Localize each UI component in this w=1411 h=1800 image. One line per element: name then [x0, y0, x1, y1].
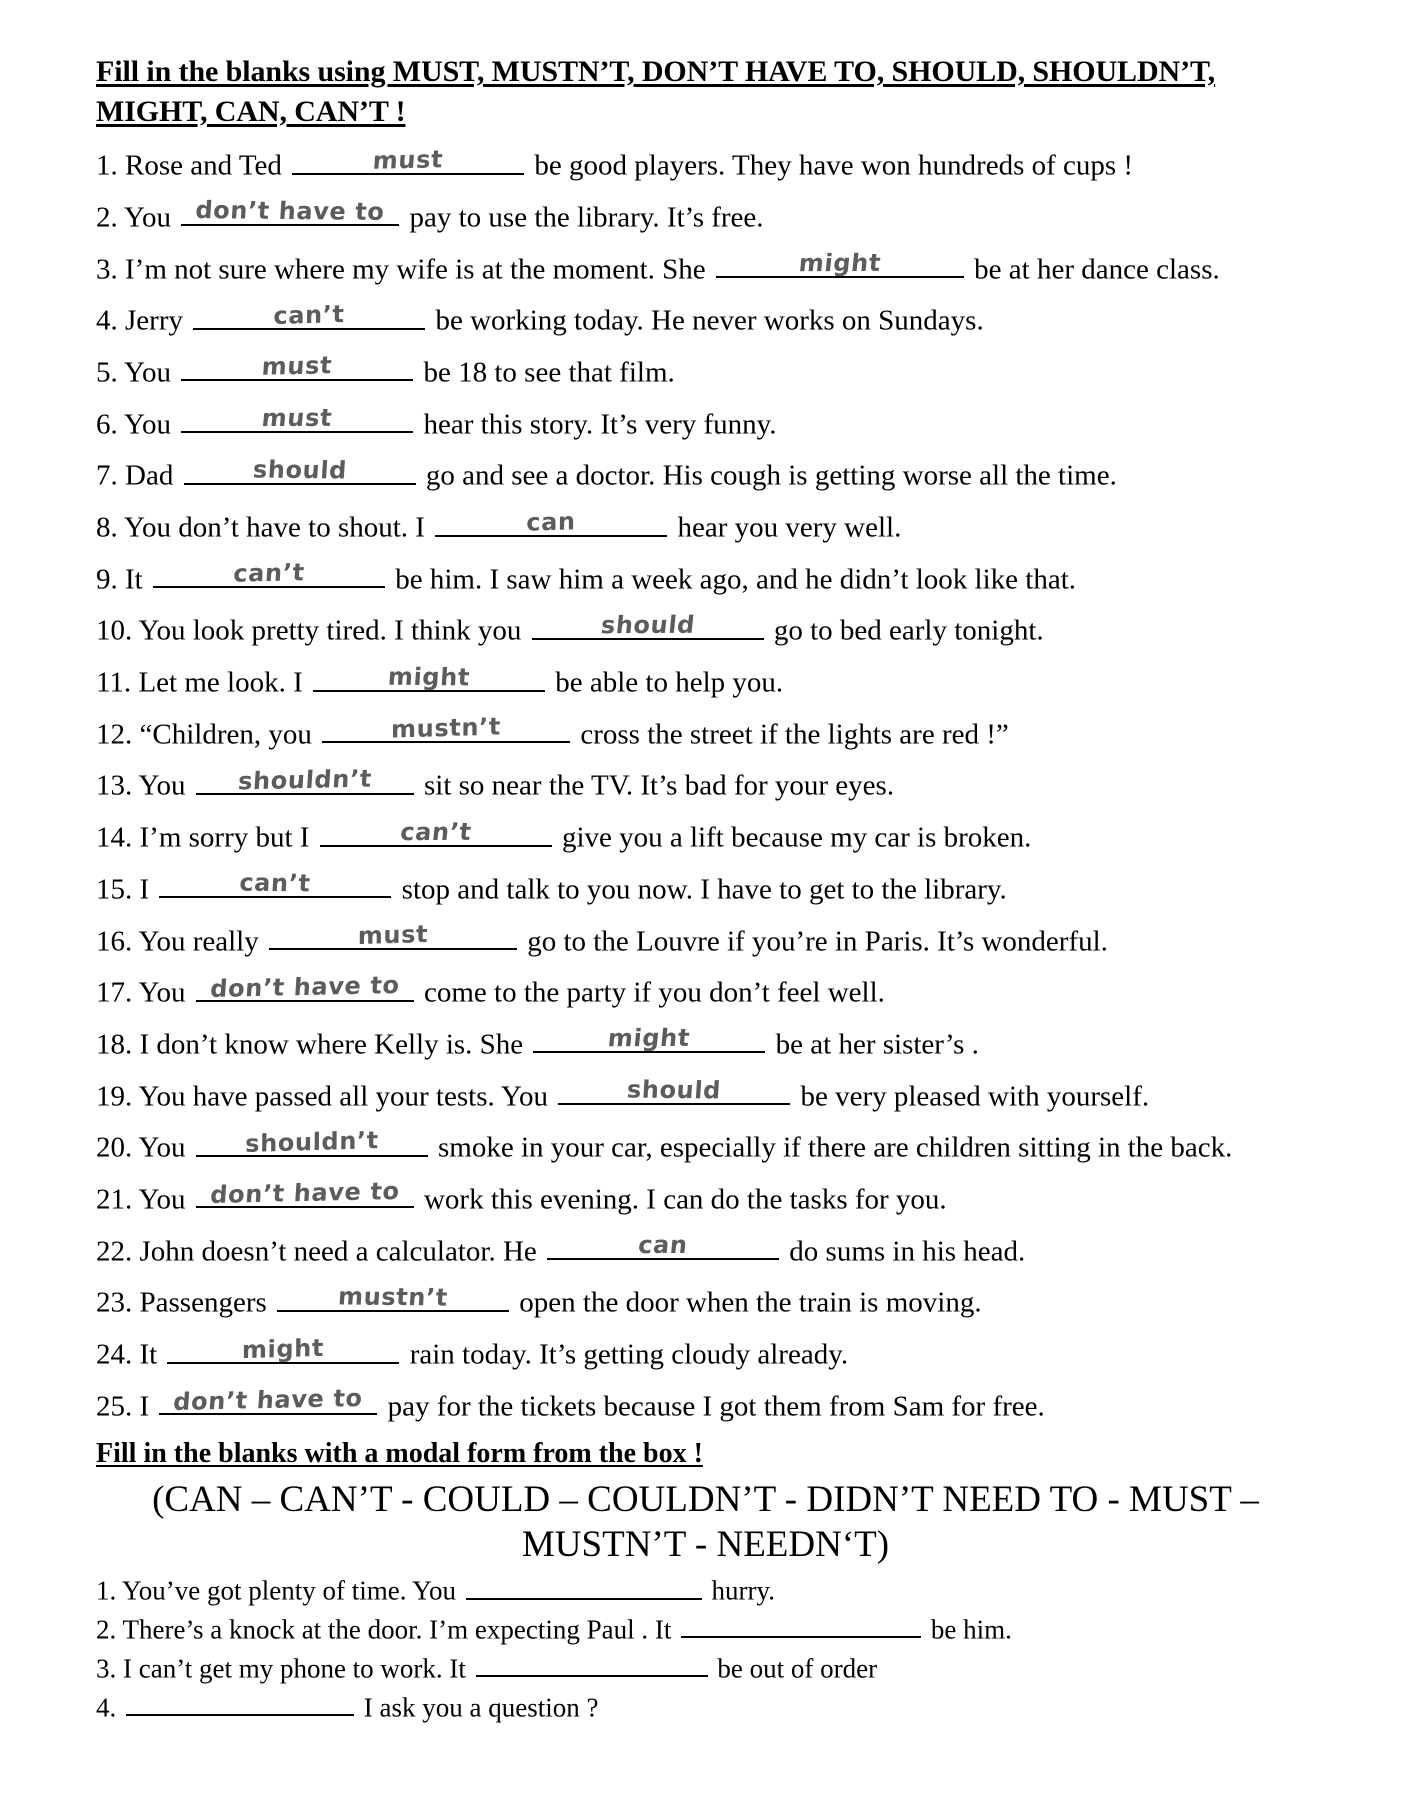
item-text-after: come to the party if you don’t feel well. — [423, 976, 885, 1009]
worksheet-item — [96, 1651, 1315, 1686]
worksheet-item — [96, 197, 1315, 238]
answer-blank[interactable] — [466, 1573, 702, 1599]
item-text-before: You really — [138, 925, 259, 958]
exercise-1-items — [96, 145, 1315, 1426]
answer-blank[interactable] — [269, 921, 517, 951]
worksheet-item — [96, 1690, 1315, 1725]
item-number: 1. — [96, 149, 118, 182]
worksheet-item — [96, 300, 1315, 341]
item-number: 3. — [96, 253, 118, 286]
item-number: 22. — [96, 1235, 133, 1268]
item-number: 2. — [96, 201, 118, 234]
answer-blank[interactable] — [153, 559, 385, 589]
item-text-before: I’m not sure where my wife is at the moment. She — [125, 253, 706, 286]
handwritten-answer: should — [599, 610, 696, 640]
worksheet-item — [96, 1612, 1315, 1647]
worksheet-item — [96, 1231, 1315, 1272]
item-number: 4. — [96, 304, 118, 337]
item-text-after: be able to help you. — [555, 666, 784, 699]
item-text-after: be him. I saw him a week ago, and he didn’t look like that. — [395, 563, 1077, 596]
item-text-before: You — [123, 201, 171, 234]
item-number: 21. — [96, 1183, 133, 1216]
handwritten-answer: can’t — [239, 868, 312, 898]
item-text-before: Rose and Ted — [125, 149, 282, 182]
item-text-after: do sums in his head. — [789, 1235, 1026, 1268]
item-number: 23. — [96, 1286, 133, 1319]
item-text-after: smoke in your car, especially if there are children sitting in the back. — [437, 1131, 1233, 1164]
worksheet-item — [96, 249, 1315, 290]
item-text-before: I’m sorry but I — [139, 821, 310, 854]
answer-blank[interactable] — [159, 869, 391, 899]
item-number: 14. — [96, 821, 133, 854]
item-number: 3. — [96, 1653, 117, 1684]
item-text-after: I ask you a question ? — [363, 1692, 599, 1723]
answer-blank[interactable] — [435, 507, 667, 537]
item-text-after: pay to use the library. It’s free. — [409, 201, 764, 234]
item-text-before: I don’t know where Kelly is. She — [139, 1028, 524, 1061]
worksheet-item — [96, 765, 1315, 806]
item-number: 5. — [96, 356, 118, 389]
worksheet-item — [96, 662, 1315, 703]
item-number: 8. — [96, 511, 118, 544]
handwritten-answer: don’t have to — [172, 1384, 365, 1417]
worksheet-item — [96, 455, 1315, 496]
handwritten-answer: shouldn’t — [244, 1125, 379, 1158]
answer-blank[interactable] — [184, 455, 416, 485]
worksheet-item — [96, 714, 1315, 755]
item-text-before: I can’t get my phone to work. It — [123, 1653, 466, 1684]
item-text-after: be at her sister’s . — [775, 1028, 979, 1061]
item-text-before: You — [138, 1183, 186, 1216]
answer-blank[interactable] — [476, 1651, 708, 1677]
exercise-2-items — [96, 1573, 1315, 1724]
handwritten-answer: can’t — [398, 817, 473, 846]
item-number: 2. — [96, 1614, 117, 1645]
item-text-before: You — [123, 408, 171, 441]
item-text-before: You — [138, 976, 186, 1009]
answer-blank[interactable] — [320, 817, 552, 847]
answer-blank[interactable] — [277, 1282, 509, 1312]
item-text-after: be out of order — [717, 1653, 878, 1684]
item-text-before: You — [138, 769, 186, 802]
item-number: 12. — [96, 718, 133, 751]
worksheet-item — [96, 1179, 1315, 1220]
worksheet-item — [96, 1024, 1315, 1065]
item-text-before: I — [139, 1390, 150, 1423]
answer-blank[interactable] — [313, 662, 545, 692]
worksheet-item — [96, 1573, 1315, 1608]
handwritten-answer: should — [626, 1075, 723, 1105]
worksheet-item — [96, 972, 1315, 1013]
worksheet-item — [96, 559, 1315, 600]
handwritten-answer: might — [606, 1024, 692, 1053]
worksheet-item — [96, 869, 1315, 910]
item-number: 11. — [96, 666, 132, 699]
handwritten-answer: should — [251, 455, 348, 485]
answer-blank[interactable] — [681, 1612, 921, 1638]
item-text-before: Passengers — [139, 1286, 267, 1319]
item-number: 15. — [96, 873, 133, 906]
item-text-before: You look pretty tired. I think you — [138, 614, 522, 647]
item-text-before: John doesn’t need a calculator. He — [139, 1235, 537, 1268]
item-number: 1. — [96, 1575, 117, 1606]
item-number: 4. — [96, 1692, 117, 1723]
handwritten-answer: must — [357, 920, 429, 951]
worksheet-item — [96, 404, 1315, 445]
answer-blank[interactable] — [196, 1179, 414, 1209]
answer-blank[interactable] — [533, 1024, 765, 1054]
item-text-after: open the door when the train is moving. — [519, 1286, 982, 1319]
item-text-after: be very pleased with yourself. — [800, 1080, 1150, 1113]
item-text-before: Jerry — [125, 304, 183, 337]
answer-blank[interactable] — [159, 1386, 377, 1416]
item-text-after: hear this story. It’s very funny. — [423, 408, 777, 441]
answer-blank[interactable] — [167, 1334, 399, 1364]
handwritten-answer: mustn’t — [337, 1282, 449, 1312]
item-text-before: “Children, you — [139, 718, 312, 751]
worksheet-item — [96, 1076, 1315, 1117]
answer-blank[interactable] — [181, 197, 399, 227]
handwritten-answer: might — [797, 248, 883, 278]
handwritten-answer: don’t have to — [194, 196, 386, 227]
handwritten-answer: can — [636, 1231, 690, 1260]
item-text-after: stop and talk to you now. I have to get to the library. — [401, 873, 1007, 906]
item-text-after: give you a lift because my car is broken. — [561, 821, 1032, 854]
worksheet-item — [96, 1386, 1315, 1427]
item-number: 10. — [96, 614, 133, 647]
answer-blank[interactable] — [181, 352, 413, 382]
item-text-before: Dad — [125, 459, 174, 492]
item-number: 9. — [96, 563, 118, 596]
exercise-2-heading: Fill in the blanks with a modal form from the box ! — [96, 1438, 703, 1470]
item-text-after: be working today. He never works on Sundays. — [435, 304, 984, 337]
item-number: 13. — [96, 769, 133, 802]
item-number: 17. — [96, 976, 133, 1009]
answer-blank[interactable] — [196, 972, 414, 1002]
item-text-after: hear you very well. — [677, 511, 902, 544]
item-number: 20. — [96, 1131, 133, 1164]
answer-blank[interactable] — [196, 765, 414, 795]
item-text-before: It — [139, 1338, 158, 1371]
item-text-after: go to bed early tonight. — [773, 614, 1044, 647]
item-text-before: You — [123, 356, 171, 389]
handwritten-answer: might — [242, 1333, 325, 1364]
item-text-after: be him. — [930, 1614, 1012, 1645]
item-text-before: You — [138, 1131, 186, 1164]
worksheet-item — [96, 1334, 1315, 1375]
item-number: 24. — [96, 1338, 133, 1371]
item-text-before: I — [139, 873, 150, 906]
handwritten-answer: must — [372, 145, 445, 175]
item-text-after: go and see a doctor. His cough is getting worse all the time. — [425, 459, 1117, 492]
worksheet-item — [96, 1282, 1315, 1323]
handwritten-answer: might — [387, 662, 471, 692]
worksheet-item — [96, 352, 1315, 393]
item-number: 19. — [96, 1080, 133, 1113]
item-number: 25. — [96, 1390, 133, 1423]
answer-blank[interactable] — [558, 1076, 790, 1106]
item-text-after: work this evening. I can do the tasks for you. — [423, 1183, 947, 1216]
item-text-before: There’s a knock at the door. I’m expecting Paul . It — [122, 1614, 672, 1645]
item-number: 16. — [96, 925, 133, 958]
answer-blank[interactable] — [547, 1231, 779, 1261]
answer-blank[interactable] — [292, 145, 524, 175]
handwritten-answer: can’t — [273, 299, 345, 330]
handwritten-answer: don’t have to — [209, 970, 401, 1003]
answer-blank[interactable] — [532, 610, 764, 640]
item-number: 7. — [96, 459, 118, 492]
item-text-after: hurry. — [711, 1575, 776, 1606]
answer-blank[interactable] — [322, 714, 570, 744]
item-text-after: be good players. They have won hundreds of cups ! — [534, 149, 1134, 182]
answer-blank[interactable] — [196, 1127, 428, 1157]
worksheet-item — [96, 507, 1315, 548]
handwritten-answer: shouldn’t — [236, 764, 373, 796]
item-text-before: You’ve got plenty of time. You — [122, 1575, 457, 1606]
item-text-before: You don’t have to shout. I — [123, 511, 425, 544]
item-number: 6. — [96, 408, 118, 441]
item-text-after: be 18 to see that film. — [423, 356, 675, 389]
worksheet-item — [96, 817, 1315, 858]
worksheet-item — [96, 610, 1315, 651]
handwritten-answer: must — [261, 351, 334, 382]
handwritten-answer: must — [260, 403, 334, 433]
worksheet-item — [96, 921, 1315, 962]
modal-word-box: (CAN – CAN’T - COULD – COULDN’T - DIDN’T NEED TO - MUST – MUSTN’T - NEEDN‘T) — [152, 1478, 1259, 1566]
item-text-before: Let me look. I — [138, 666, 303, 699]
answer-blank[interactable] — [181, 404, 413, 434]
item-number: 18. — [96, 1028, 133, 1061]
handwritten-answer: mustn’t — [391, 712, 502, 744]
answer-blank[interactable] — [193, 300, 425, 330]
item-text-before: It — [125, 563, 143, 596]
handwritten-answer: can’t — [232, 558, 306, 588]
item-text-after: sit so near the TV. It’s bad for your eyes. — [423, 769, 895, 802]
item-text-after: rain today. It’s getting cloudy already. — [409, 1338, 849, 1371]
handwritten-answer: can — [526, 506, 576, 537]
worksheet-item — [96, 1127, 1315, 1168]
item-text-after: go to the Louvre if you’re in Paris. It’s wonderful. — [527, 925, 1108, 958]
item-text-after: cross the street if the lights are red !” — [580, 718, 1009, 751]
worksheet-item — [96, 145, 1315, 186]
exercise-1-heading: Fill in the blanks using MUST, MUSTN’T, DON’T HAVE TO, SHOULD, SHOULDN’T, MIGHT, CAN, CAN’T ! — [96, 55, 1216, 128]
handwritten-answer: don’t have to — [209, 1177, 401, 1210]
answer-blank[interactable] — [126, 1690, 354, 1716]
item-text-after: be at her dance class. — [974, 253, 1220, 286]
answer-blank[interactable] — [716, 249, 964, 279]
item-text-after: pay for the tickets because I got them from Sam for free. — [387, 1390, 1045, 1423]
item-text-before: You have passed all your tests. You — [138, 1080, 548, 1113]
